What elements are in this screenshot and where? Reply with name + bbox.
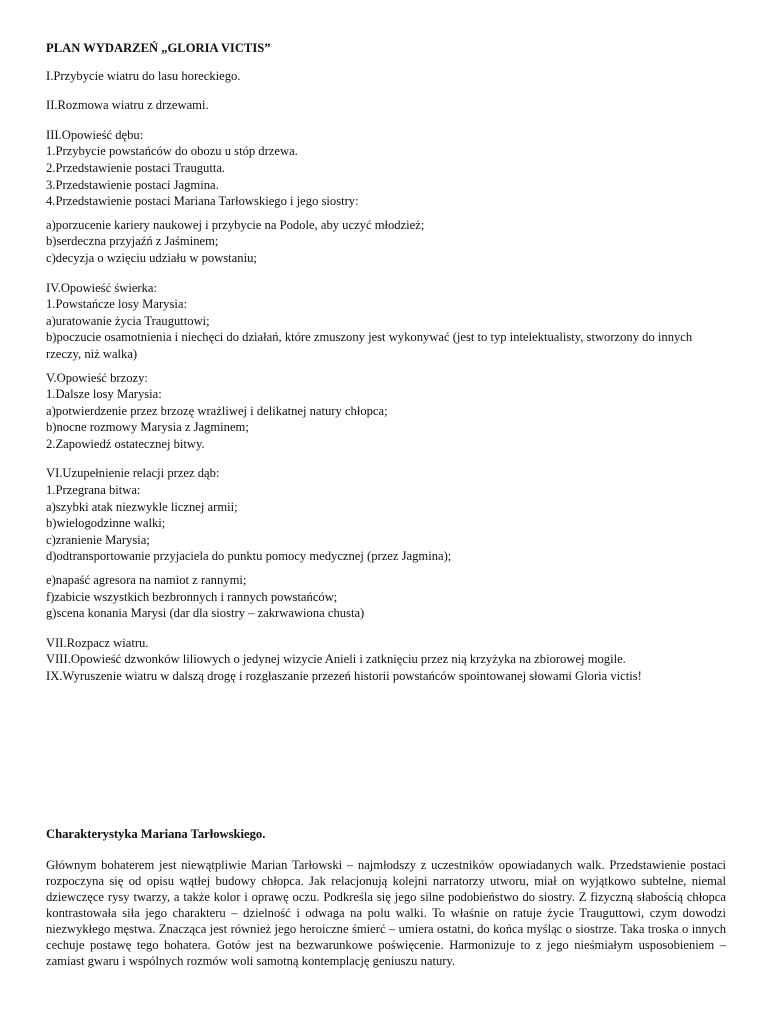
section-4-item-a: a)uratowanie życia Trauguttowi; — [46, 313, 210, 328]
section-3-item-1: 1.Przybycie powstańców do obozu u stóp drzewa. — [46, 144, 298, 159]
section-4-item-1: 1.Powstańcze losy Marysia: — [46, 297, 187, 312]
section-4-heading: IV.Opowieść świerka: — [46, 280, 157, 295]
section-6-item-d: d)odtransportowanie przyjaciela do punktu pomocy medycznej (przez Jagmina); — [46, 549, 452, 564]
plan-title: PLAN WYDARZEŃ „GLORIA VICTIS” — [46, 41, 271, 55]
plan-section-2: II.Rozmowa wiatru z drzewami. — [46, 98, 209, 113]
section-3-subitem-c: c)decyzja o wzięciu udziału w powstaniu; — [46, 250, 257, 265]
plan-sections-7-9 — [46, 635, 726, 685]
plan-section-4 — [46, 280, 726, 363]
section-5-heading: V.Opowieść brzozy: — [46, 370, 148, 385]
section-6-item-e: e)napaść agresora na namiot z rannymi; — [46, 573, 247, 588]
section-6-item-f: f)zabicie wszystkich bezbronnych i rannych powstańców; — [46, 589, 338, 604]
plan-section-6 — [46, 465, 726, 621]
section-6-item-1: 1.Przegrana bitwa: — [46, 483, 141, 498]
essay-body: Głównym bohaterem jest niewątpliwie Marian Tarłowski – najmłodszy z uczestników opowiadanych walk. Przedstawienie postaci rozpoczyna się od opisu wątłej budowy chłopca. Jak relacjonują kolejni narratorzy utworu, miał on wyjątkowo subtelne, niemal dziewczęce rysy twarzy, a także kolor i oprawę oczu. Podkreśla się jego silne podobieństwo do siostry. Z fizyczną słabością chłopca kontrastowała siła jego charakteru – dzielność i odwaga na polu walki. To właśnie on ratuje życie Trauguttowi, czym dowodzi niezwykłego męstwa. Znacząca jest również jego heroiczne śmierć – umiera ostatni, do końca myśląc o siostrze. Taka troska o innych cechuje postawę tego bohatera. Gotów jest na bezwarunkowe poświęcenie. Harmonizuje to z jego nieśmiałym usposobieniem – zamiast gwaru i wspólnych rozmów woli samotną kontemplację geniuszu natury. — [46, 857, 726, 969]
character-essay — [46, 826, 726, 969]
section-6-item-c: c)zranienie Marysia; — [46, 532, 150, 547]
section-5-item-2: 2.Zapowiedź ostatecznej bitwy. — [46, 436, 205, 451]
plan-section-9: IX.Wyruszenie wiatru w dalszą drogę i rozgłaszanie przezeń historii powstańców spointowanej słowami Gloria victis! — [46, 669, 642, 683]
section-4-item-b: b)poczucie osamotnienia i niechęci do działań, które zmuszony jest wykonywać (jest to typ intelektualisty, stworzony do innych rzeczy, niż walka) — [46, 330, 693, 361]
section-6-item-a: a)szybki atak niezwykle licznej armii; — [46, 499, 238, 514]
section-3-subitem-a: a)porzucenie kariery naukowej i przybycie na Podole, aby uczyć młodzież; — [46, 217, 425, 232]
section-3-heading: III.Opowieść dębu: — [46, 127, 144, 142]
essay-title: Charakterystyka Mariana Tarłowskiego. — [46, 827, 266, 841]
plan-section-5 — [46, 370, 726, 453]
section-3-subitem-b: b)serdeczna przyjaźń z Jaśminem; — [46, 234, 219, 249]
section-5-item-b: b)nocne rozmowy Marysia z Jagminem; — [46, 420, 249, 435]
section-6-item-g: g)scena konania Marysi (dar dla siostry – zakrwawiona chusta) — [46, 606, 365, 621]
section-6-item-b: b)wielogodzinne walki; — [46, 516, 166, 531]
section-3-item-3: 3.Przedstawienie postaci Jagmina. — [46, 177, 219, 192]
section-5-item-1: 1.Dalsze losy Marysia: — [46, 387, 162, 402]
section-3-item-2: 2.Przedstawienie postaci Traugutta. — [46, 160, 226, 175]
plan-section-3 — [46, 127, 726, 267]
plan-section-7: VII.Rozpacz wiatru. — [46, 635, 149, 650]
section-5-item-a: a)potwierdzenie przez brzozę wrażliwej i delikatnej natury chłopca; — [46, 403, 388, 418]
plan-section-8: VIII.Opowieść dzwonków liliowych o jedynej wizycie Anieli i zatknięciu przez nią krzyżyka na zbiorowej mogile. — [46, 652, 626, 667]
section-3-item-4: 4.Przedstawienie postaci Mariana Tarłowskiego i jego siostry: — [46, 194, 359, 209]
plan-section-1: I.Przybycie wiatru do lasu horeckiego. — [46, 68, 241, 83]
document-page — [46, 40, 726, 685]
section-6-heading: VI.Uzupełnienie relacji przez dąb: — [46, 466, 220, 481]
